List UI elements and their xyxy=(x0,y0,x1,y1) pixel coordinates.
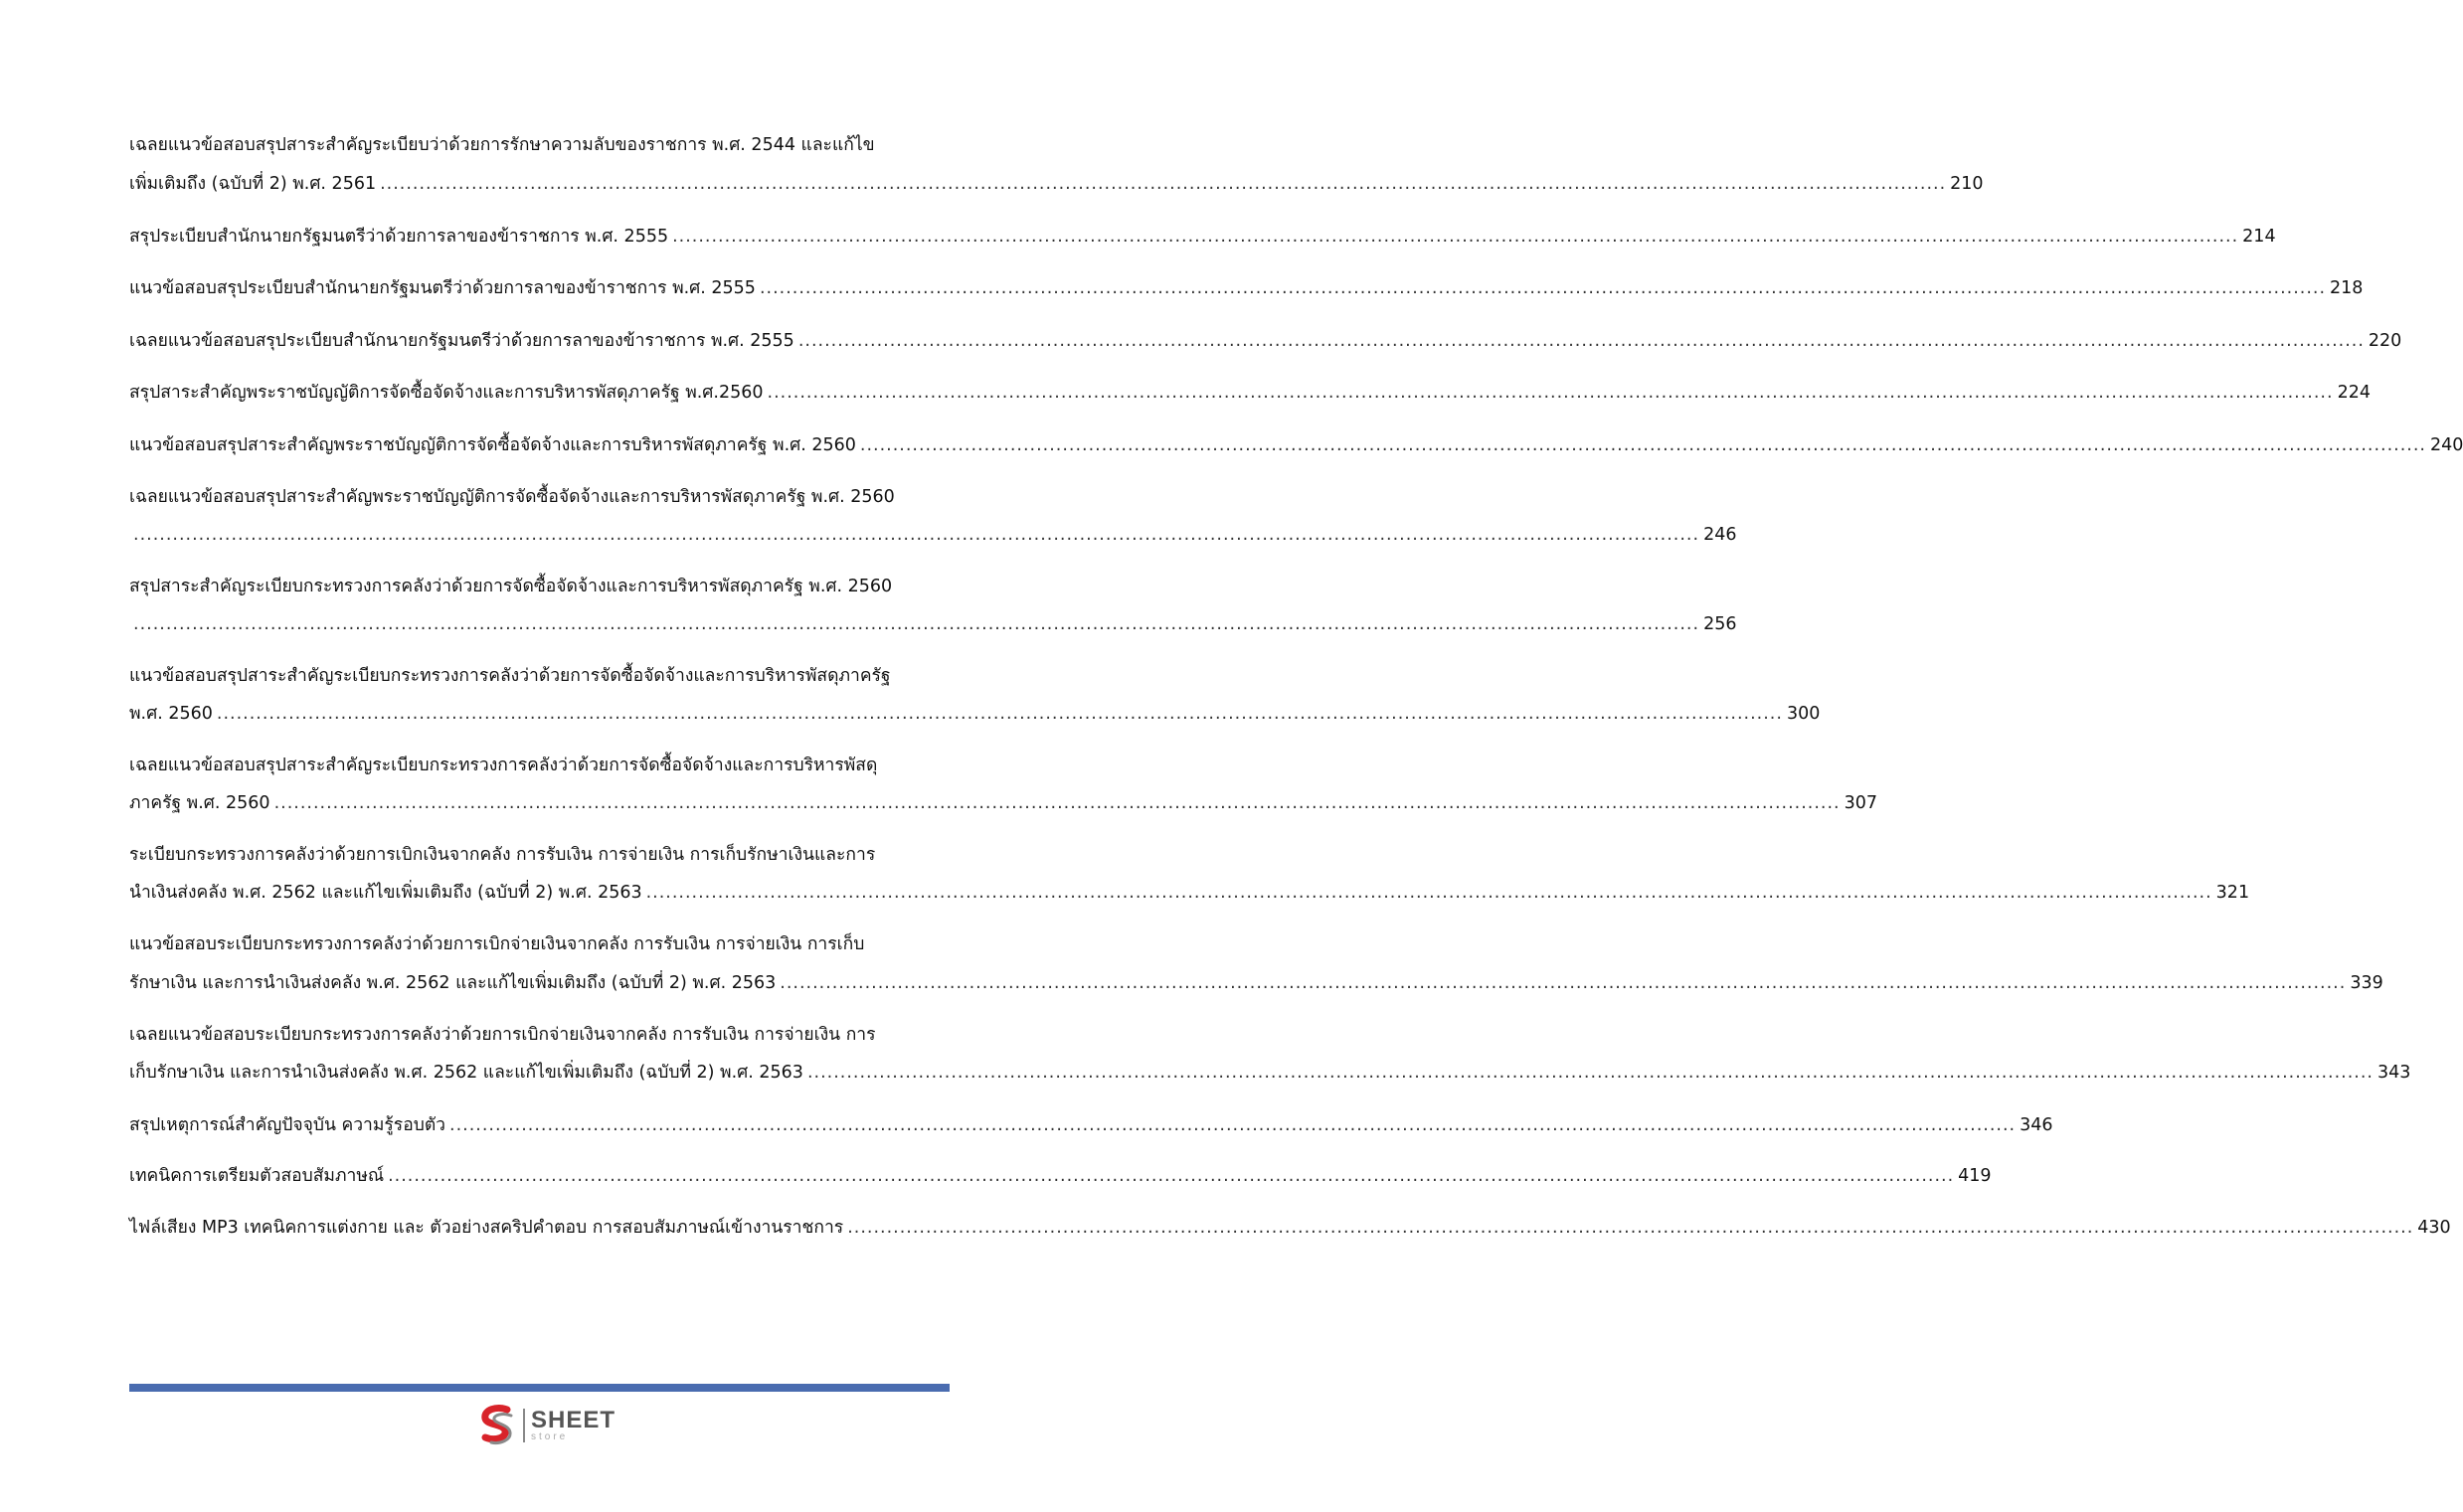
leader-dots xyxy=(760,270,2326,306)
toc-entry[interactable] xyxy=(129,517,1737,553)
toc-entry[interactable] xyxy=(129,323,2402,359)
toc-entry-text: เฉลยแนวข้อสอบสรุปสาระสำคัญระเบียบว่าด้วยการรักษาความลับของราชการ พ.ศ. 2544 และแก้ไข xyxy=(129,135,875,155)
toc-entry-text: เก็บรักษาเงิน และการนำเงินส่งคลัง พ.ศ. 2562 และแก้ไขเพิ่มเติมถึง (ฉบับที่ 2) พ.ศ. 2563 xyxy=(129,1063,803,1083)
logo-wordmark xyxy=(523,1409,616,1442)
toc-page-number: 321 xyxy=(2215,883,2250,903)
leader-dots xyxy=(380,166,1946,202)
toc-entry-line1 xyxy=(129,658,940,694)
toc-entry[interactable] xyxy=(129,1055,2411,1091)
toc-entry-text: พ.ศ. 2560 xyxy=(129,704,213,724)
toc-page-number: 300 xyxy=(1786,704,1821,724)
logo-sub-text: store xyxy=(531,1431,569,1442)
toc-entry-text: แนวข้อสอบสรุปสาระสำคัญพระราชบัญญัติการจัดซื้อจัดจ้างและการบริหารพัสดุภาครัฐ พ.ศ. 2560 xyxy=(129,435,856,455)
toc-entry-text: สรุประเบียบสำนักนายกรัฐมนตรีว่าด้วยการลาของข้าราชการ พ.ศ. 2555 xyxy=(129,227,669,247)
toc-entry[interactable] xyxy=(129,1210,2451,1246)
leader-dots xyxy=(860,427,2426,463)
leader-dots xyxy=(768,375,2334,411)
toc-entry[interactable] xyxy=(129,785,1878,821)
toc-entry-text: เฉลยแนวข้อสอบระเบียบกระทรวงการคลังว่าด้วยการเบิกจ่ายเงินจากคลัง การรับเงิน การจ่ายเงิน การ xyxy=(129,1025,876,1045)
toc-entry[interactable] xyxy=(129,375,2371,411)
toc-entry[interactable] xyxy=(129,1107,2053,1143)
toc-entry-text: สรุปสาระสำคัญระเบียบกระทรวงการคลังว่าด้วยการจัดซื้อจัดจ้างและการบริหารพัสดุภาครัฐ พ.ศ. 2560 xyxy=(129,577,893,596)
toc-page-number: 430 xyxy=(2417,1218,2451,1238)
toc-entry-text: เฉลยแนวข้อสอบสรุปสาระสำคัญพระราชบัญญัติการจัดซื้อจัดจ้างและการบริหารพัสดุภาครัฐ พ.ศ. 2560 xyxy=(129,487,895,507)
toc-entry-text: สรุปสาระสำคัญพระราชบัญญัติการจัดซื้อจัดจ้างและการบริหารพัสดุภาครัฐ พ.ศ.2560 xyxy=(129,383,764,403)
leader-dots xyxy=(780,965,2346,1001)
leader-dots xyxy=(133,517,1699,553)
leader-dots xyxy=(388,1158,1954,1194)
leader-dots xyxy=(672,219,2238,254)
toc-page-number: 419 xyxy=(1958,1166,1992,1186)
toc-entry-text: นำเงินส่งคลัง พ.ศ. 2562 และแก้ไขเพิ่มเติมถึง (ฉบับที่ 2) พ.ศ. 2563 xyxy=(129,883,642,903)
leader-dots xyxy=(807,1055,2374,1091)
toc-page-number: 218 xyxy=(2330,278,2364,298)
toc-entry-text: รักษาเงิน และการนำเงินส่งคลัง พ.ศ. 2562 และแก้ไขเพิ่มเติมถึง (ฉบับที่ 2) พ.ศ. 2563 xyxy=(129,973,777,993)
toc-entry-line1 xyxy=(129,837,940,873)
toc-entry[interactable] xyxy=(129,965,2383,1001)
toc-page-number: 307 xyxy=(1844,793,1878,813)
toc-page-number: 256 xyxy=(1703,614,1737,634)
logo-main-text: SHEET xyxy=(531,1407,616,1433)
toc-entry-text: แนวข้อสอบสรุปสาระสำคัญระเบียบกระทรวงการคลังว่าด้วยการจัดซื้อจัดจ้างและการบริหารพัสดุภาครัฐ xyxy=(129,666,891,686)
toc-page-number: 246 xyxy=(1703,525,1737,545)
toc-entry-line1 xyxy=(129,748,940,783)
toc-page-number: 210 xyxy=(1950,174,1984,194)
toc-entry-text: สรุปเหตุการณ์สำคัญปัจจุบัน ความรู้รอบตัว xyxy=(129,1115,446,1135)
toc-entry-text: แนวข้อสอบสรุประเบียบสำนักนายกรัฐมนตรีว่าด้วยการลาของข้าราชการ พ.ศ. 2555 xyxy=(129,278,756,298)
toc-entry-text: เพิ่มเติมถึง (ฉบับที่ 2) พ.ศ. 2561 xyxy=(129,174,377,194)
toc-entry-text: เฉลยแนวข้อสอบสรุประเบียบสำนักนายกรัฐมนตรีว่าด้วยการลาของข้าราชการ พ.ศ. 2555 xyxy=(129,331,794,351)
leader-dots xyxy=(217,696,1783,732)
leader-dots xyxy=(847,1210,2413,1246)
toc-entry[interactable] xyxy=(129,606,1737,642)
toc-page-number: 346 xyxy=(2020,1115,2053,1135)
leader-dots xyxy=(646,875,2212,911)
leader-dots xyxy=(449,1107,2016,1143)
toc-page-number: 343 xyxy=(2377,1063,2411,1083)
toc-entry[interactable] xyxy=(129,270,2364,306)
sheet-store-logo xyxy=(477,1404,616,1447)
toc-page-number: 240 xyxy=(2429,435,2463,455)
toc-entry[interactable] xyxy=(129,875,2250,911)
leader-dots xyxy=(133,606,1699,642)
toc-entry-text: ภาครัฐ พ.ศ. 2560 xyxy=(129,793,270,813)
toc-entry-line1 xyxy=(129,1017,940,1053)
toc-page-number: 224 xyxy=(2337,383,2371,403)
toc-page-number: 220 xyxy=(2368,331,2402,351)
toc-entry-text: ระเบียบกระทรวงการคลังว่าด้วยการเบิกเงินจากคลัง การรับเงิน การจ่ายเงิน การเก็บรักษาเงินและการ xyxy=(129,845,876,865)
leader-dots xyxy=(798,323,2365,359)
toc-entry-line1 xyxy=(129,569,940,604)
toc-entry[interactable] xyxy=(129,166,1984,202)
toc-entry-line1 xyxy=(129,127,940,163)
footer-divider xyxy=(129,1384,950,1392)
toc-entry-text: เทคนิคการเตรียมตัวสอบสัมภาษณ์ xyxy=(129,1166,385,1186)
toc-page-number: 214 xyxy=(2242,227,2276,247)
toc-entry[interactable] xyxy=(129,427,2463,463)
toc-entry[interactable] xyxy=(129,219,2276,254)
toc-entry-text: แนวข้อสอบระเบียบกระทรวงการคลังว่าด้วยการเบิกจ่ายเงินจากคลัง การรับเงิน การจ่ายเงิน การเก็บ xyxy=(129,934,865,954)
toc-entry-line1 xyxy=(129,479,940,515)
toc-entry-line1 xyxy=(129,926,940,962)
toc-entry[interactable] xyxy=(129,1158,1992,1194)
logo-s-icon xyxy=(477,1404,517,1447)
toc-entry[interactable] xyxy=(129,696,1821,732)
toc-entry-text: ไฟล์เสียง MP3 เทคนิคการแต่งกาย และ ตัวอย่างสคริปคำตอบ การสอบสัมภาษณ์เข้างานราชการ xyxy=(129,1218,844,1238)
leader-dots xyxy=(274,785,1841,821)
toc-entry-text: เฉลยแนวข้อสอบสรุปสาระสำคัญระเบียบกระทรวงการคลังว่าด้วยการจัดซื้อจัดจ้างและการบริหารพัสดุ xyxy=(129,756,878,775)
toc-page-number: 339 xyxy=(2350,973,2383,993)
